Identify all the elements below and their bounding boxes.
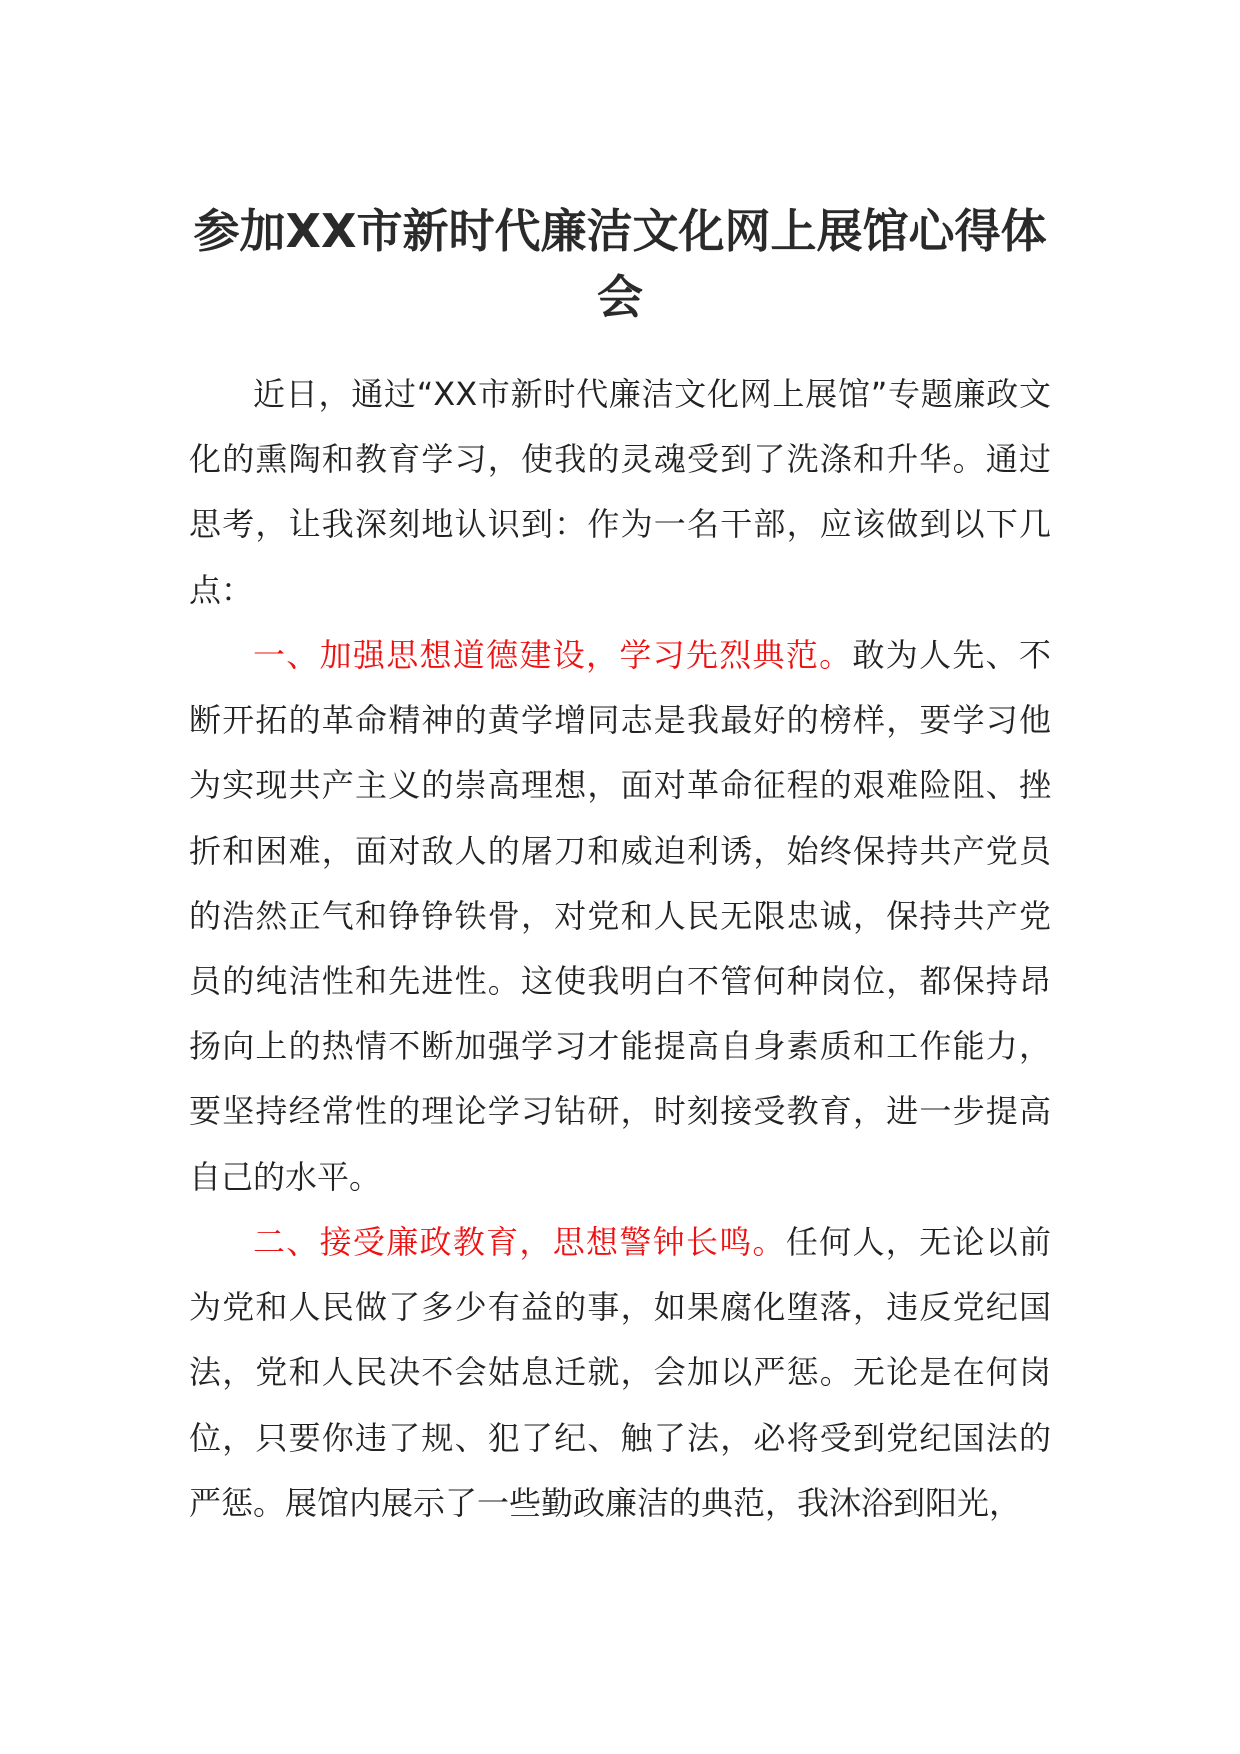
paragraph-point-2	[189, 1210, 1051, 1536]
point-2-text: 任何人，无论以前为党和人民做了多少有益的事，如果腐化堕落，违反党纪国法，党和人民决不会姑息迁就，会加以严惩。无论是在何岗位，只要你违了规、犯了纪、触了法，必将受到党纪国法的严惩。展馆内展示了一些勤政廉洁的典范，我沐浴到阳光，	[189, 1223, 1051, 1522]
point-1-text: 敢为人先、不断开拓的革命精神的黄学增同志是我最好的榜样，要学习他为实现共产主义的崇高理想，面对革命征程的艰难险阻、挫折和困难，面对敌人的屠刀和威迫利诱，始终保持共产党员的浩然正气和铮铮铁骨，对党和人民无限忠诚，保持共产党员的纯洁性和先进性。这使我明白不管何种岗位，都保持昂扬向上的热情不断加强学习才能提高自身素质和工作能力，要坚持经常性的理论学习钻研，时刻接受教育，进一步提高自己的水平。	[189, 636, 1051, 1196]
point-1-heading: 一、加强思想道德建设，学习先烈典范。	[253, 636, 853, 674]
paragraph-intro	[189, 362, 1051, 623]
paragraph-point-1	[189, 623, 1051, 1210]
point-2-heading: 二、接受廉政教育，思想警钟长鸣。	[253, 1223, 786, 1261]
paragraph-intro-text: 近日，通过“XX市新时代廉洁文化网上展馆”专题廉政文化的熏陶和教育学习，使我的灵魂受到了洗涤和升华。通过思考，让我深刻地认识到：作为一名干部，应该做到以下几点：	[189, 375, 1051, 609]
document-title: 参加XX市新时代廉洁文化网上展馆心得体会	[193, 204, 1047, 324]
